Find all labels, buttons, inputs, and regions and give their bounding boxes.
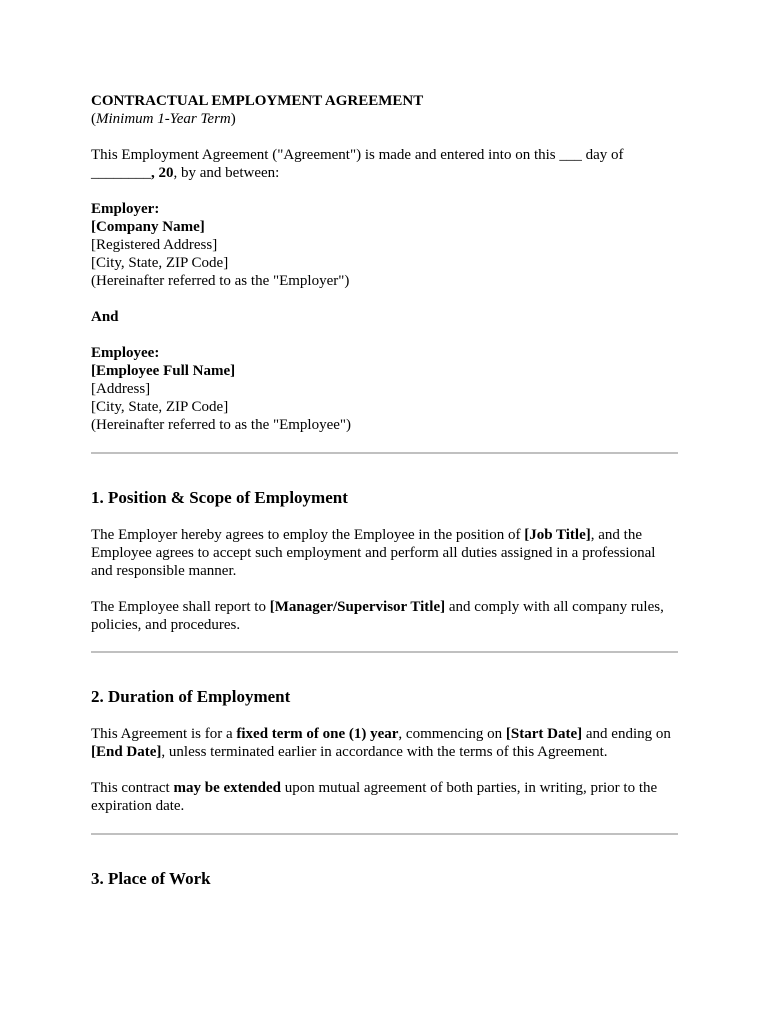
document-title: CONTRACTUAL EMPLOYMENT AGREEMENT — [91, 93, 424, 109]
section-2-text: This contract — [91, 780, 174, 796]
section-1-text: , and the Employee agrees to accept such employment and perform all duties assigned in a professional and responsible manner. — [91, 527, 656, 579]
section-1-paragraph-1 — [91, 526, 678, 580]
extension-emphasis: may be extended — [173, 780, 281, 796]
intro-year: , 20 — [151, 165, 174, 181]
employee-city: [City, State, ZIP Code] — [91, 399, 229, 415]
subtitle-open: ( — [91, 111, 96, 127]
job-title-placeholder: [Job Title] — [524, 527, 591, 543]
section-2-text: , commencing on — [398, 726, 506, 742]
intro-text-end: , by and between: — [173, 165, 280, 181]
employer-reference: (Hereinafter referred to as the "Employer") — [91, 273, 350, 289]
section-1-heading: 1. Position & Scope of Employment — [91, 488, 348, 507]
employer-address: [Registered Address] — [91, 237, 218, 253]
start-date-placeholder: [Start Date] — [505, 726, 583, 742]
employee-name: [Employee Full Name] — [91, 363, 236, 379]
employer-city: [City, State, ZIP Code] — [91, 255, 229, 271]
employer-block — [91, 200, 678, 290]
section-2-text: , unless terminated earlier in accordance with the terms of this Agreement. — [161, 744, 608, 760]
end-date-placeholder: [End Date] — [91, 744, 162, 760]
section-2-paragraph-1 — [91, 725, 678, 761]
document-subtitle — [91, 110, 678, 128]
section-3-heading: 3. Place of Work — [91, 869, 211, 888]
employer-name: [Company Name] — [91, 219, 205, 235]
section-2-text: upon mutual agreement of both parties, in writing, prior to the expiration date. — [91, 780, 658, 814]
intro-paragraph — [91, 146, 678, 182]
subtitle-close: ) — [230, 111, 236, 127]
section-2-text: This Agreement is for a — [91, 726, 237, 742]
section-2-paragraph-2 — [91, 779, 678, 815]
subtitle-term: Minimum 1-Year Term — [96, 111, 231, 127]
section-2-text: and ending on — [582, 726, 671, 742]
employee-heading: Employee: — [91, 345, 160, 361]
intro-text: This Employment Agreement ("Agreement") is made and entered into on this ___ day of ________ — [91, 147, 624, 181]
section-1-text: The Employer hereby agrees to employ the Employee in the position of — [91, 527, 525, 543]
section-1-text: and comply with all company rules, policies, and procedures. — [91, 599, 664, 633]
section-2-heading: 2. Duration of Employment — [91, 687, 291, 706]
section-1-paragraph-2 — [91, 598, 678, 634]
employee-block — [91, 344, 678, 434]
section-1-text: The Employee shall report to — [91, 599, 270, 615]
employee-address: [Address] — [91, 381, 151, 397]
manager-title-placeholder: [Manager/Supervisor Title] — [269, 599, 446, 615]
document-page — [91, 92, 678, 889]
employee-reference: (Hereinafter referred to as the "Employee") — [91, 417, 352, 433]
fixed-term-emphasis: fixed term of one (1) year — [236, 726, 399, 742]
employer-heading: Employer: — [91, 201, 160, 217]
and-label: And — [91, 309, 119, 325]
